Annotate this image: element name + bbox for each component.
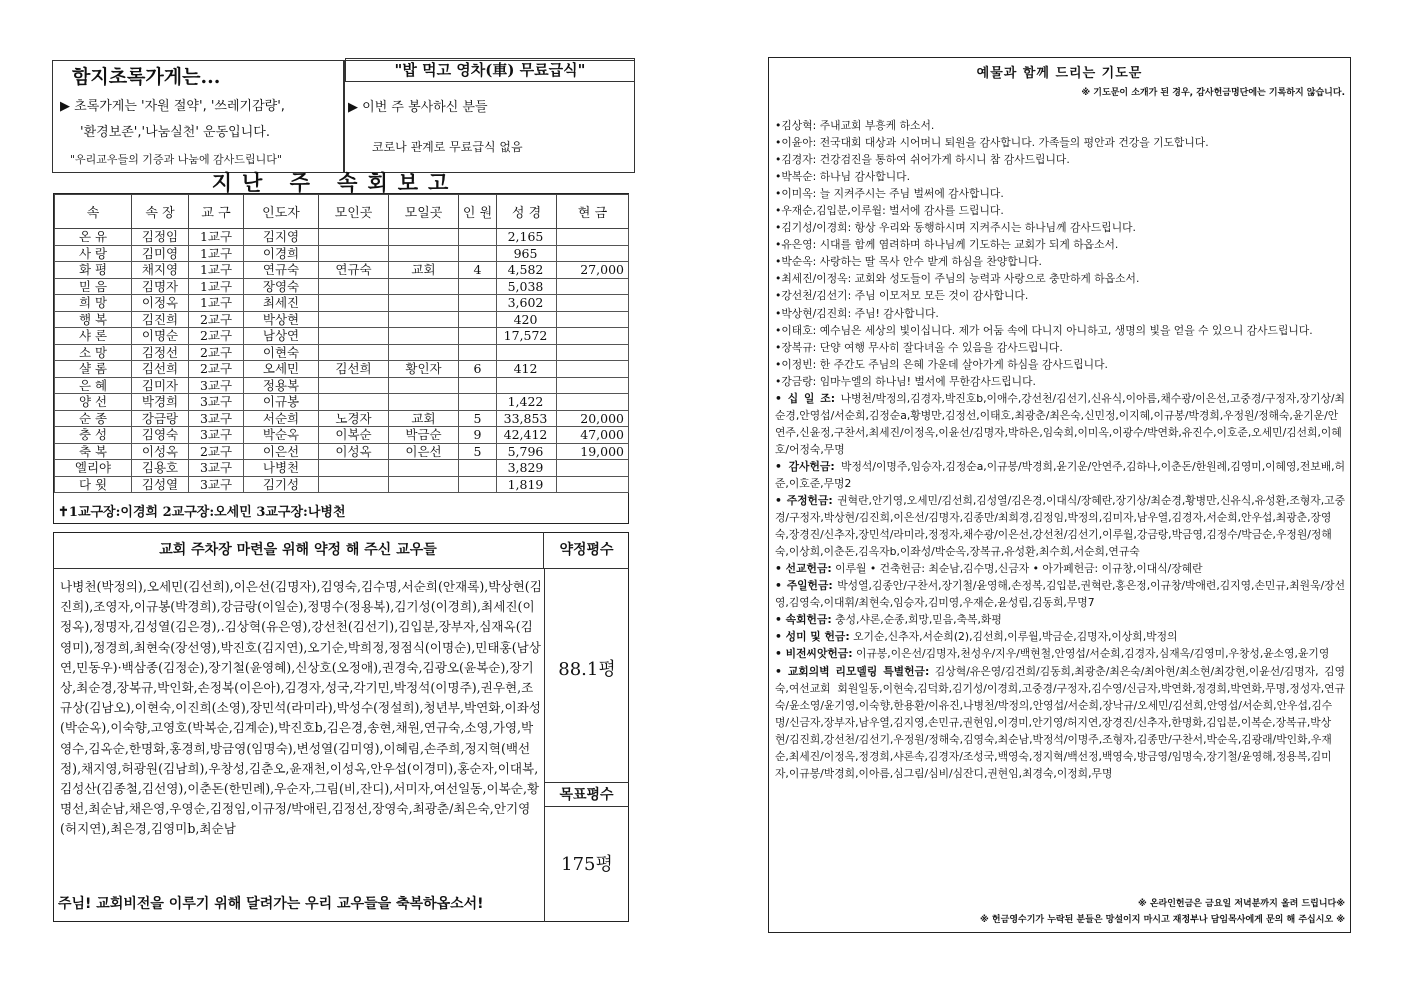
receipt-missing-note: ※ 헌금영수기가 누락된 분들은 망설이지 마시고 재정부나 담임목사에게 문의 해 주십시오 ※: [980, 915, 1345, 925]
table-cell: [319, 311, 389, 328]
table-cell: 412: [497, 361, 557, 378]
prayer-line: •박복순: 하나님 감사합니다.: [775, 170, 911, 184]
table-cell: 이성옥: [132, 443, 189, 460]
green-shop-line-1: ▶ 초록가게는 '자원 절약', '쓰레기감량',: [60, 99, 285, 114]
table-cell: 온 유: [55, 229, 132, 246]
table-cell: 샤 론: [55, 328, 132, 345]
prayer-line: •이윤아: 전국대회 대상과 시어머니 퇴원을 감사합니다. 가족들의 평안과 건강을 기도합니다.: [775, 136, 1209, 150]
table-cell: 연규숙: [319, 262, 389, 279]
table-cell: [557, 460, 629, 477]
table-cell: 3교구: [189, 460, 244, 477]
report-header-cell: 인 원: [459, 195, 497, 229]
table-cell: 6: [459, 361, 497, 378]
table-cell: 이성옥: [319, 443, 389, 460]
table-cell: 19,000: [557, 443, 629, 460]
table-cell: 김기성: [244, 476, 319, 493]
table-cell: [557, 328, 629, 345]
offering-list: [775, 645, 1345, 662]
table-cell: 이복순: [319, 427, 389, 444]
report-header-cell: 성 경: [497, 195, 557, 229]
table-cell: 이명순: [132, 328, 189, 345]
table-row: [55, 377, 629, 394]
table-cell: 2교구: [189, 328, 244, 345]
table-cell: 화 평: [55, 262, 132, 279]
table-cell: 3교구: [189, 394, 244, 411]
offering-list: [775, 577, 1345, 611]
offering-label: • 감사헌금:: [775, 459, 835, 473]
report-body: [55, 229, 629, 493]
pledge-header: 교회 주차장 마련을 위해 약정 해 주신 교우들: [53, 532, 544, 569]
pledge-blessing: 주님! 교회비전을 이루기 위해 달려가는 우리 교우들을 축복하옵소서!: [58, 896, 484, 912]
table-cell: 33,853: [497, 410, 557, 427]
free-meal-volunteers-label: ▶ 이번 주 봉사하신 분들: [348, 100, 488, 115]
table-cell: [459, 344, 497, 361]
table-cell: 김정임: [132, 229, 189, 246]
table-cell: 나병천: [244, 460, 319, 477]
report-header-cell: 모인곳: [319, 195, 389, 229]
offering-list: [775, 628, 1345, 645]
table-cell: 행 복: [55, 311, 132, 328]
table-cell: 47,000: [557, 427, 629, 444]
table-cell: 장영숙: [244, 278, 319, 295]
table-cell: [389, 344, 459, 361]
table-row: [55, 394, 629, 411]
table-cell: 믿 음: [55, 278, 132, 295]
report-header-cell: 모일곳: [389, 195, 459, 229]
table-cell: 강금랑: [132, 410, 189, 427]
table-cell: [389, 245, 459, 262]
table-cell: 김용호: [132, 460, 189, 477]
table-cell: 노경자: [319, 410, 389, 427]
table-cell: [459, 245, 497, 262]
offering-names: 이루월 • 건축헌금: 최순남,김수명,신금자 • 아가페헌금: 이규창,이대식/장혜란: [831, 562, 1203, 576]
table-cell: 김진희: [132, 311, 189, 328]
table-cell: 김선희: [319, 361, 389, 378]
table-row: [55, 311, 629, 328]
table-row: [55, 427, 629, 444]
prayer-title: 예물과 함께 드리는 기도문: [976, 66, 1143, 81]
table-cell: [557, 245, 629, 262]
table-cell: 채지영: [132, 262, 189, 279]
table-row: [55, 460, 629, 477]
table-cell: 이현숙: [244, 344, 319, 361]
table-row: [55, 262, 629, 279]
table-cell: 이규봉: [244, 394, 319, 411]
table-cell: 이정옥: [132, 295, 189, 312]
table-cell: 서순희: [244, 410, 319, 427]
prayer-line: •박상현/김진희: 주님! 감사합니다.: [775, 306, 939, 320]
table-cell: 1,819: [497, 476, 557, 493]
offering-names: 오기순,신추자,서순희(2),김선희,이루월,박금순,김명자,이상희,박정의: [849, 630, 1178, 644]
table-cell: [557, 311, 629, 328]
offering-names: 충성,샤론,순종,희망,믿음,축복,화평: [831, 613, 1002, 627]
table-cell: 충 성: [55, 427, 132, 444]
table-cell: 1교구: [189, 245, 244, 262]
table-cell: 김미영: [132, 245, 189, 262]
online-offering-note: ※ 온라인헌금은 금요일 저녁분까지 올려 드립니다※: [1137, 899, 1345, 909]
table-cell: 3교구: [189, 377, 244, 394]
table-cell: 2교구: [189, 311, 244, 328]
table-cell: [389, 328, 459, 345]
table-cell: 17,572: [497, 328, 557, 345]
offering-label: • 주일헌금:: [775, 579, 833, 593]
table-cell: [557, 344, 629, 361]
prayer-line: •최세진/이정옥: 교회와 성도들이 주님의 능력과 사랑으로 충만하게 하옵소서.: [775, 272, 1140, 286]
table-cell: 김정선: [132, 344, 189, 361]
table-cell: [389, 460, 459, 477]
table-cell: 5,038: [497, 278, 557, 295]
table-cell: [557, 295, 629, 312]
table-cell: 희 망: [55, 295, 132, 312]
table-row: [55, 278, 629, 295]
table-cell: [459, 311, 497, 328]
offering-names: 나병천/박정의,김경자,박진호b,이애수,강선천/김선기,신유식,이아름,채수광/이은선,고중경/구정자,장기상/최순경,안영섭/서순희,김정순a,황병만,김정선,이태호,최광춘/최은숙,신민정,이지혜,이규봉/박경희,우정원/정해숙,윤기운/안연주,신윤정,구찬서,최세진/이정옥,이윤선/김명자,박하은,임숙희,이미옥,이광수/박연화,유진수,이호준,오세민/김선희,이혜호/어정숙,무명: [775, 391, 1345, 456]
table-cell: 박금순: [389, 427, 459, 444]
table-cell: [459, 229, 497, 246]
table-cell: 샬 롬: [55, 361, 132, 378]
table-row: [55, 344, 629, 361]
table-cell: 이은선: [244, 443, 319, 460]
table-cell: [459, 476, 497, 493]
prayer-line: •유은영: 시대를 함께 염려하며 하나님께 기도하는 교회가 되게 하옵소서.: [775, 238, 1119, 252]
table-cell: 1교구: [189, 295, 244, 312]
table-row: [55, 476, 629, 493]
table-cell: 김명자: [132, 278, 189, 295]
table-cell: 엘리야: [55, 460, 132, 477]
pledge-goal-label: 목표평수: [544, 782, 629, 807]
pledge-goal-value: 175평: [561, 854, 613, 875]
table-cell: 소 망: [55, 344, 132, 361]
table-cell: [389, 476, 459, 493]
table-cell: 27,000: [557, 262, 629, 279]
table-cell: [459, 377, 497, 394]
table-cell: 최세진: [244, 295, 319, 312]
table-cell: [459, 394, 497, 411]
table-cell: 이은선: [389, 443, 459, 460]
table-cell: [557, 229, 629, 246]
report-header-cell: 속 장: [132, 195, 189, 229]
report-header-cell: 교 구: [189, 195, 244, 229]
table-cell: 오세민: [244, 361, 319, 378]
offering-names: 박성열,김종안/구찬서,장기철/윤영해,손정복,김입분,권혁란,홍은정,이규창/박애련,김지영,손민규,최원욱/장선영,김영숙,이대휘/최현숙,임승자,김미영,우재순,윤성림,김동희,무명7: [775, 579, 1345, 610]
green-shop-thanks: "우리교우들의 기증과 나눔에 감사드립니다": [70, 153, 282, 166]
prayer-line: •박순옥: 사랑하는 딸 목사 안수 받게 하심을 찬양합니다.: [775, 255, 1042, 269]
report-header-cell: 인도자: [244, 195, 319, 229]
table-row: [55, 295, 629, 312]
table-cell: 1교구: [189, 262, 244, 279]
table-cell: 2교구: [189, 344, 244, 361]
table-cell: 3,829: [497, 460, 557, 477]
pledge-average-value: 88.1평: [558, 659, 616, 680]
table-cell: 420: [497, 311, 557, 328]
table-cell: [389, 295, 459, 312]
report-title: 지난 주 속회보고: [211, 170, 459, 195]
table-cell: 김영숙: [132, 427, 189, 444]
report-header-row: [55, 195, 629, 229]
pledge-average-label: 약정평수: [544, 532, 629, 569]
table-cell: 2교구: [189, 443, 244, 460]
table-cell: 2교구: [189, 361, 244, 378]
offering-label: • 교회의벽 리모델링 특별헌금:: [775, 664, 930, 678]
offering-list: [775, 458, 1345, 492]
table-cell: [319, 460, 389, 477]
table-cell: [459, 460, 497, 477]
table-cell: 축 복: [55, 443, 132, 460]
table-cell: 5: [459, 443, 497, 460]
prayer-body: [775, 117, 1345, 782]
offering-list: [775, 390, 1345, 458]
table-cell: [557, 361, 629, 378]
table-cell: 2,165: [497, 229, 557, 246]
offering-label: • 속회헌금:: [775, 613, 832, 627]
table-cell: 9: [459, 427, 497, 444]
table-cell: [319, 377, 389, 394]
table-cell: 965: [497, 245, 557, 262]
offering-names: 이규봉,이은선/김명자,천성우/지우/백현철,안영섭/서순희,김경자,심재옥/김영미,우창성,윤소영,윤기영: [852, 647, 1330, 661]
offering-list: [775, 611, 1345, 628]
table-cell: [389, 278, 459, 295]
table-cell: 순 종: [55, 410, 132, 427]
table-cell: 연규숙: [244, 262, 319, 279]
table-cell: 박순옥: [244, 427, 319, 444]
prayer-line: •이미옥: 늘 지켜주시는 주님 벌써에 감사합니다.: [775, 187, 1004, 201]
cell-report-table: [53, 193, 629, 524]
table-cell: 김성열: [132, 476, 189, 493]
pledge-names: 나병천(박정의),오세민(김선희),이은선(김명자),김영숙,김수명,서순희(안재록),박상현(김진희),조영자,이규봉(박경희),강금랑(이일순),정명수(정용복),김기성(이경희),최세진(이정옥),정명자,김성열(김은경),.김상혁(유은영),강선천(김선기),김입분,장부자,심재옥(김영미),정경희,최현숙(장선영),박진호(김지연),오기순,박희정,정점식(이명순),민태홍(남상연,민동우)·백삼종(김정순),장기철(윤영혜),신상호(오정애),권경숙,김광오(윤복순),장기상,최순경,장복규,박인화,손정복(이은아),김경자,성국,각기민,박정석(이명주),권우현,조규상(김남오),이현숙,이진희(소영),장민석(라미라),박성수(정설희),청년부,박연화,이좌성(박순옥),이숙향,고영호(박복순,김계순),박진호b,김은경,송현,채원,연규숙,소영,가영,박영수,김옥순,한명화,홍경희,방금영(임명숙),변성열(김미영),이혜림,손주희,정지혁(백선정),채지영,허광원(김남희),우창성,김춘오,윤재천,이성옥,안우섭(이경미),홍순자,이대복,김성산(김종철,김선영),이춘돈(한민례),우순자,그림(비,잔디),서미자,여선일동,이복순,황명선,최순남,채은영,우영순,김정임,이규정/박애린,김정선,장영숙,최광춘/최은숙,안기영(허지연),최은경,김영미b,최순남: [60, 579, 542, 837]
table-cell: 1교구: [189, 229, 244, 246]
table-cell: [557, 476, 629, 493]
offering-label: • 선교헌금:: [775, 562, 832, 576]
prayer-line: •김경자: 건강검진을 통하여 쉬어가게 하시니 참 감사드립니다.: [775, 153, 1070, 167]
table-cell: [389, 311, 459, 328]
green-shop-line-2: '환경보존','나눔실천' 운동입니다.: [80, 125, 270, 140]
prayer-line: •장복규: 단양 여행 무사히 잘다녀올 수 있음을 감사드립니다.: [775, 340, 1063, 354]
table-cell: 양 선: [55, 394, 132, 411]
table-cell: [319, 229, 389, 246]
table-cell: 김지영: [244, 229, 319, 246]
offering-label: • 비전씨앗헌금:: [775, 647, 853, 661]
table-row: [55, 245, 629, 262]
offering-names: 김상혁/유은영/김건희/김동희,최광춘/최은숙/최아현/최소현/최강현,이윤선/김명자, 김영숙,여선교회 회원일동,이현숙,김덕화,김기성/이경희,고중경/구정자,김수영/신금자,박연화,정경희,박연화,무명,정성자,연규숙/윤소영/윤기영,이숙향,한용환/이유진,나병천/박정의,안영섭/서순희,장낙규/오세민/김선희,안영섭/서순희,안우섭,김수명/신금자,장부자,남우열,김지영,손민규,권현임,이경미,안기영/허지연,장경진/신추자,한명화,김입분,이복순,장복규,박상현/김진희,강선천/김선기,우정원/정해숙,김영숙,최순남,박정석/이명주,조형자,김종만/구찬서,박순옥,김광래/박인화,우재순,최세진/이정옥,정경희,샤론속,김경자/조성국,백영숙,정지혁/백선정,백영숙,방금영/임명숙,장기철/윤영해,정용복,김미자,이규봉/박경희,이아름,심그림/심비/심잔디,권현임,최경숙,이정희,무명: [775, 664, 1345, 780]
table-cell: 5: [459, 410, 497, 427]
prayer-line: •이태호: 예수님은 세상의 빛이십니다. 제가 어둠 속에 다니지 아니하고, 생명의 빛을 얻을 수 있으니 감사드립니다.: [775, 323, 1313, 337]
table-cell: 교회: [389, 410, 459, 427]
table-cell: 다 윗: [55, 476, 132, 493]
offering-names: 권혁란,안기영,오세민/김선희,김성열/김은경,이대식/장혜란,장기상/최순경,황병만,신유식,유성환,조형자,고중경/구정자,박상현/김진희,이은선/김명자,김종만/최희경,김정임,박정의,김미자,남우열,김경자,서순희,안우섭,최광춘,장영숙,장경진/신추자,장민석/라미라,정정자,채수광/이은선,강선천/김선기,이루월,강금랑,박금영,김정수/박금순,우정원/정해숙,이상희,이춘돈,김옥자b,이좌성/박순옥,장복규,유성환,최수희,서순희,연규숙: [775, 494, 1345, 559]
table-cell: [497, 377, 557, 394]
prayer-line: •이정빈: 한 주간도 주님의 은혜 가운데 살아가게 하심을 감사드립니다.: [775, 357, 1108, 371]
offering-label: • 십 일 조:: [775, 391, 836, 405]
prayer-line: •강금랑: 임마누엘의 하나님! 벌서에 무한감사드립니다.: [775, 374, 1036, 388]
table-row: [55, 328, 629, 345]
table-cell: 42,412: [497, 427, 557, 444]
table-row: [55, 443, 629, 460]
table-row: [55, 229, 629, 246]
prayer-line: •김상혁: 주내교회 부흥케 하소서.: [775, 119, 935, 132]
offering-list: [775, 492, 1345, 560]
table-cell: [459, 328, 497, 345]
table-cell: 1,422: [497, 394, 557, 411]
table-cell: 5,796: [497, 443, 557, 460]
table-cell: 박상현: [244, 311, 319, 328]
offering-list: [775, 560, 1345, 577]
table-cell: [319, 344, 389, 361]
table-cell: [557, 278, 629, 295]
table-row: [55, 361, 629, 378]
table-cell: [319, 394, 389, 411]
table-cell: 3교구: [189, 427, 244, 444]
offering-label: • 주정헌금:: [775, 494, 833, 508]
district-leaders: ✝1교구장:이경희 2교구장:오세민 3교구장:나병천: [58, 505, 346, 520]
table-cell: 김미자: [132, 377, 189, 394]
report-header-cell: 현 금: [557, 195, 629, 229]
table-cell: [497, 344, 557, 361]
table-cell: [319, 476, 389, 493]
table-cell: [319, 245, 389, 262]
table-cell: [319, 295, 389, 312]
free-meal-status: 코로나 관계로 무료급식 없음: [372, 140, 523, 154]
report-table: [54, 194, 629, 493]
table-cell: [389, 377, 459, 394]
table-cell: [459, 278, 497, 295]
free-meal-title: "밥 먹고 영차(車) 무료급식": [345, 58, 635, 82]
table-cell: 황인자: [389, 361, 459, 378]
prayer-line: •강선천/김선기: 주님 이모저모 모든 것이 감사합니다.: [775, 289, 1029, 303]
table-cell: [557, 394, 629, 411]
offering-label: • 성미 및 헌금:: [775, 630, 850, 644]
table-cell: 정용복: [244, 377, 319, 394]
prayer-note: ※ 기도문이 소개가 된 경우, 감사헌금명단에는 기록하지 않습니다.: [1081, 88, 1345, 98]
table-cell: [389, 229, 459, 246]
table-cell: 남상연: [244, 328, 319, 345]
report-header-cell: 속: [55, 195, 132, 229]
table-cell: [319, 328, 389, 345]
table-cell: [319, 278, 389, 295]
table-cell: [389, 394, 459, 411]
table-cell: [459, 295, 497, 312]
table-cell: 박경희: [132, 394, 189, 411]
table-cell: 3교구: [189, 476, 244, 493]
table-cell: 3,602: [497, 295, 557, 312]
table-cell: 김선희: [132, 361, 189, 378]
table-cell: 1교구: [189, 278, 244, 295]
prayer-line: •김기성/이경희: 항상 우리와 동행하시며 지켜주시는 하나님께 감사드립니다.: [775, 221, 1136, 235]
prayer-line: •우재순,김입분,이루월: 벌서에 감사를 드립니다.: [775, 204, 1004, 218]
table-cell: 20,000: [557, 410, 629, 427]
green-shop-title: 함지초록가게는...: [72, 66, 221, 88]
offering-names: 박정석/이명주,임승자,김정순a,이규봉/박경희,윤기운/안연주,김하나,이춘돈/한원례,김영미,이혜영,전보배,허준,이호준,무명2: [775, 459, 1345, 490]
table-cell: 교회: [389, 262, 459, 279]
table-cell: 이경희: [244, 245, 319, 262]
table-cell: 사 랑: [55, 245, 132, 262]
table-cell: 4: [459, 262, 497, 279]
table-row: [55, 410, 629, 427]
table-cell: 4,582: [497, 262, 557, 279]
table-cell: 3교구: [189, 410, 244, 427]
offering-list: [775, 663, 1345, 782]
table-cell: 은 혜: [55, 377, 132, 394]
table-cell: [557, 377, 629, 394]
